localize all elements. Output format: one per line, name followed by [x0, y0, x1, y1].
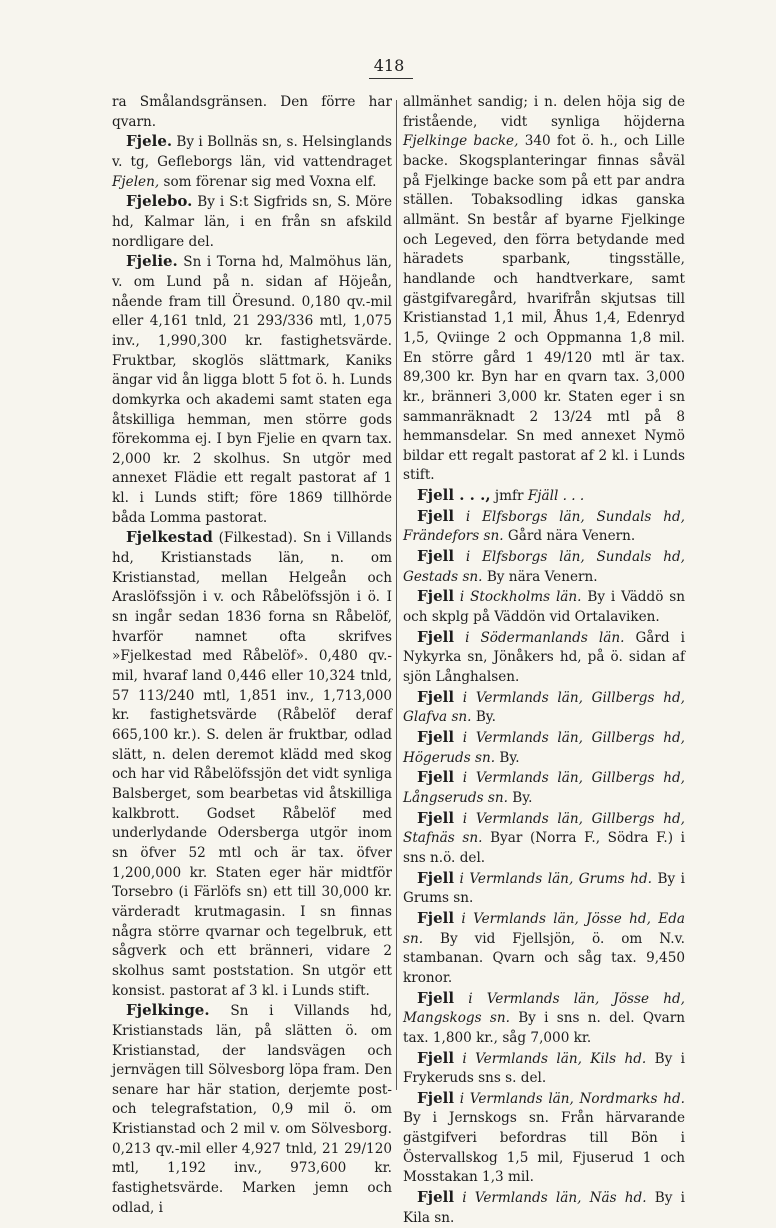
entry-italic: i Vermlands län, Gillbergs hd, Stafnäs sn. [403, 810, 685, 847]
entry-headword: Fjell [417, 587, 455, 606]
dictionary-entry [403, 93, 685, 486]
entry-headword: Fjele. [126, 132, 173, 151]
entry-text: allmänhet sandig; i n. delen höja sig de fristående, vidt synliga höjderna [403, 94, 685, 130]
entry-italic: i Vermlands län, Gillbergs hd, Högeruds sn. [403, 730, 685, 766]
entry-italic: Fjäll . . . [527, 488, 585, 505]
entry-text-tail: By nära Venern. [482, 568, 598, 585]
entry-italic: i Vermlands län, Jösse hd, Eda sn. [403, 910, 685, 947]
entry-text-tail: som förenar sig med Voxna elf. [159, 173, 377, 190]
entry-text: Sn i Villands hd, Kristianstads län, på slätten ö. om Kristianstad, der landsvägen och jernvägen till Sölvesborg löpa fram. Den senare har här station, derjemte post- och telegrafstation, 0,9 mil ö. om Kristianstad och 2 mil v. om Sölvesborg. 0,213 qv.-mil eller 4,927 tnld, 21 29/120 mtl, 1,192 inv., 973,600 kr. fastighetsvärde. Marken jemn och odlad, i [112, 1003, 392, 1216]
dictionary-entry [403, 989, 685, 1049]
dictionary-entry [403, 1089, 685, 1188]
dictionary-entry [403, 768, 685, 808]
dictionary-entry [403, 869, 685, 909]
dictionary-entry [112, 192, 392, 252]
entry-italic: Fjelkinge backe, [403, 133, 519, 150]
entry-text-tail: 340 fot ö. h., och Lille backe. Skogsplanteringar finnas såväl på Fjelkinge backe som på ett par andra ställen. Tobaksodling idkas ganska allmänt. Sn består af byarne Fjelkinge och Legeved, den förra betydande med häradets sparbank, tingsställe, handlande och handtverkare, samt gästgifvaregård, hvarifrån skjutsas till Kristianstad 1,1 mil, Åhus 1,4, Edenryd 1,5, Qviinge 2 och Oppmanna 1,8 mil. En större gård 1 49/120 mtl är tax. 89,300 kr. Byn har en qvarn tax. 3,000 kr., bränneri 3,000 kr. Staten eger i sn sammanräknadt 2 13/24 mtl på 8 hemmansdelar. Sn med annexet Nymö bildar ett regalt pastorat af 2 kl. i Lunds stift. [403, 133, 685, 484]
dictionary-entry [403, 507, 685, 547]
entry-italic: i Södermanlands län. [454, 629, 625, 646]
entry-headword: Fjell [417, 687, 455, 706]
entry-headword: Fjell [417, 1088, 455, 1107]
entry-headword: Fjell . . ., [417, 486, 491, 505]
entry-text-tail: By i Kila sn. [403, 1190, 685, 1226]
entry-headword: Fjelebo. [126, 192, 193, 211]
dictionary-entry [403, 688, 685, 728]
entry-headword: Fjell [417, 506, 455, 525]
entry-text-tail: By. [507, 789, 533, 806]
entry-text-tail: By i Jernskogs sn. Från härvarande gästgifveri befordras till Bön i Östervallskog 1,5 mil, Fjuserud 1 och Mosstakan 1,3 mil. [403, 1110, 685, 1186]
dictionary-entry [403, 628, 685, 688]
entry-italic: i Elfsborgs län, Sundals hd, Frändefors sn. [403, 508, 685, 545]
right-column [403, 93, 685, 1228]
entry-italic: i Vermlands län, Gillbergs hd, Glafva sn. [403, 689, 685, 726]
entry-text-tail: Gård i Nykyrka sn, Jönåkers hd, på ö. sidan af sjön Långhalsen. [403, 629, 685, 686]
entry-italic: i Vermlands län, Nordmarks hd. [454, 1090, 685, 1107]
entry-headword: Fjell [417, 808, 455, 827]
dictionary-entry [403, 547, 685, 587]
entry-italic: i Vermlands län, Jösse hd, Mangskogs sn. [403, 990, 685, 1027]
dictionary-entry [403, 909, 685, 989]
dictionary-entry [403, 486, 685, 507]
dictionary-entry [112, 132, 392, 192]
left-column [112, 93, 392, 1218]
entry-italic: i Vermlands län, Gillbergs hd, Långseruds sn. [403, 770, 685, 806]
dictionary-entry [403, 809, 685, 869]
entry-italic: i Elfsborgs län, Sundals hd, Gestads sn. [403, 549, 685, 585]
dictionary-entry [403, 1188, 685, 1228]
entry-headword: Fjelkestad [126, 528, 213, 547]
dictionary-entry [112, 93, 392, 132]
page-number-underline [369, 78, 413, 79]
entry-text-tail: By. [495, 749, 520, 766]
entry-text: ra Smålandsgränsen. Den förre har qvarn. [112, 94, 392, 130]
entry-headword: Fjell [417, 547, 455, 566]
entry-headword: Fjelie. [126, 252, 178, 271]
entry-text-tail: By. [471, 709, 497, 726]
entry-headword: Fjell [417, 1188, 455, 1207]
entry-italic: i Vermlands län, Näs hd. [454, 1190, 647, 1207]
entry-text: jmfr [490, 488, 528, 505]
entry-headword: Fjell [417, 868, 455, 887]
entry-headword: Fjelkinge. [126, 1001, 210, 1020]
dictionary-entry [403, 1049, 685, 1089]
entry-text-tail: By i Grums sn. [403, 870, 685, 907]
dictionary-entry [403, 728, 685, 768]
entry-text-tail: Gård nära Venern. [503, 528, 636, 545]
dictionary-entry [112, 252, 392, 528]
entry-text-tail: By i Väddö sn och skplg på Väddön vid Ortalaviken. [403, 589, 685, 626]
entry-italic: Fjelen, [112, 173, 160, 190]
dictionary-entry [403, 587, 685, 627]
dictionary-entry [112, 1001, 392, 1218]
entry-text: By i S:t Sigfrids sn, S. Möre hd, Kalmar län, i en från sn afskild nordligare del. [112, 194, 392, 250]
entry-text-tail: By i sns n. del. Qvarn tax. 1,800 kr., såg 7,000 kr. [403, 1010, 686, 1046]
entry-headword: Fjell [417, 1048, 455, 1067]
entry-text: Sn i Torna hd, Malmöhus län, v. om Lund på n. sidan af Höjeån, nående fram till Öresund. 0,180 qv.-mil eller 4,161 tnld, 21 293/336 mtl, 1,075 inv., 1,990,300 kr. fastighetsvärde. Fruktbar, skoglös slättmark, Kaniks ängar vid ån ligga blott 5 fot ö. h. Lunds domkyrka och akademi samt staten ega åtskilliga hemman, men större gods förekomma ej. I byn Fjelie en qvarn tax. 2,000 kr. 2 skolhus. Sn utgör med annexet Flädie ett regalt pastorat af 1 kl. i Lunds stift; före 1869 tillhörde båda Lomma pastorat. [112, 254, 392, 526]
entry-headword: Fjell [417, 768, 455, 787]
entry-text-tail: By i Frykeruds sns s. del. [403, 1050, 685, 1087]
entry-headword: Fjell [417, 908, 455, 927]
entry-text: By i Bollnäs sn, s. Helsinglands v. tg, Gefleborgs län, vid vattendraget [112, 134, 393, 170]
entry-text-tail: Byar (Norra F., Södra F.) i sns n.ö. del. [403, 830, 685, 866]
column-divider [396, 100, 397, 1090]
entry-text: (Filkestad). Sn i Villands hd, Kristianstads län, n. om Kristianstad, mellan Helgeån och Araslöfssjön i v. och Råbelöfssjön i ö. I sn ingår sedan 1836 forna sn Råbelöf, hvarför namnet ofta skrifves »Fjelkestad med Råbelöf». 0,480 qv.-mil, hvaraf land 0,446 eller 10,324 tnld, 57 113/240 mtl, 1,851 inv., 1,713,000 kr. fastighetsvärde (Råbelöf deraf 665,100 kr.). S. delen är fruktbar, odlad slätt, n. delen deremot klädd med skog och har vid Råbelöfssjön det vidt synliga Balsberget, som bearbetas vid åtskilliga kalkbrott. Godset Råbelöf med underlydande Odersberga utgör inom sn öfver 52 mtl och är tax. öfver 1,200,000 kr. Staten eger här midtför Torsebro (i Färlöfs sn) ett till 30,000 kr. värderadt krutmagasin. I sn finnas några större qvarnar och tegelbruk, ett sågverk och ett bränneri, vidare 2 skolhus samt poststation. Sn utgör ett konsist. pastorat af 3 kl. i Lunds stift. [112, 530, 392, 999]
entry-italic: i Vermlands län, Grums hd. [454, 870, 652, 887]
dictionary-entry [112, 528, 392, 1001]
entry-headword: Fjell [417, 728, 455, 746]
page-number: 418 [373, 56, 405, 75]
entry-text-tail: By vid Fjellsjön, ö. om N.v. stambanan. Qvarn och såg tax. 9,450 kronor. [403, 930, 685, 986]
entry-headword: Fjell [417, 988, 455, 1007]
entry-italic: i Vermlands län, Kils hd. [454, 1050, 647, 1067]
entry-headword: Fjell [417, 627, 455, 646]
entry-italic: i Stockholms län. [454, 589, 582, 606]
